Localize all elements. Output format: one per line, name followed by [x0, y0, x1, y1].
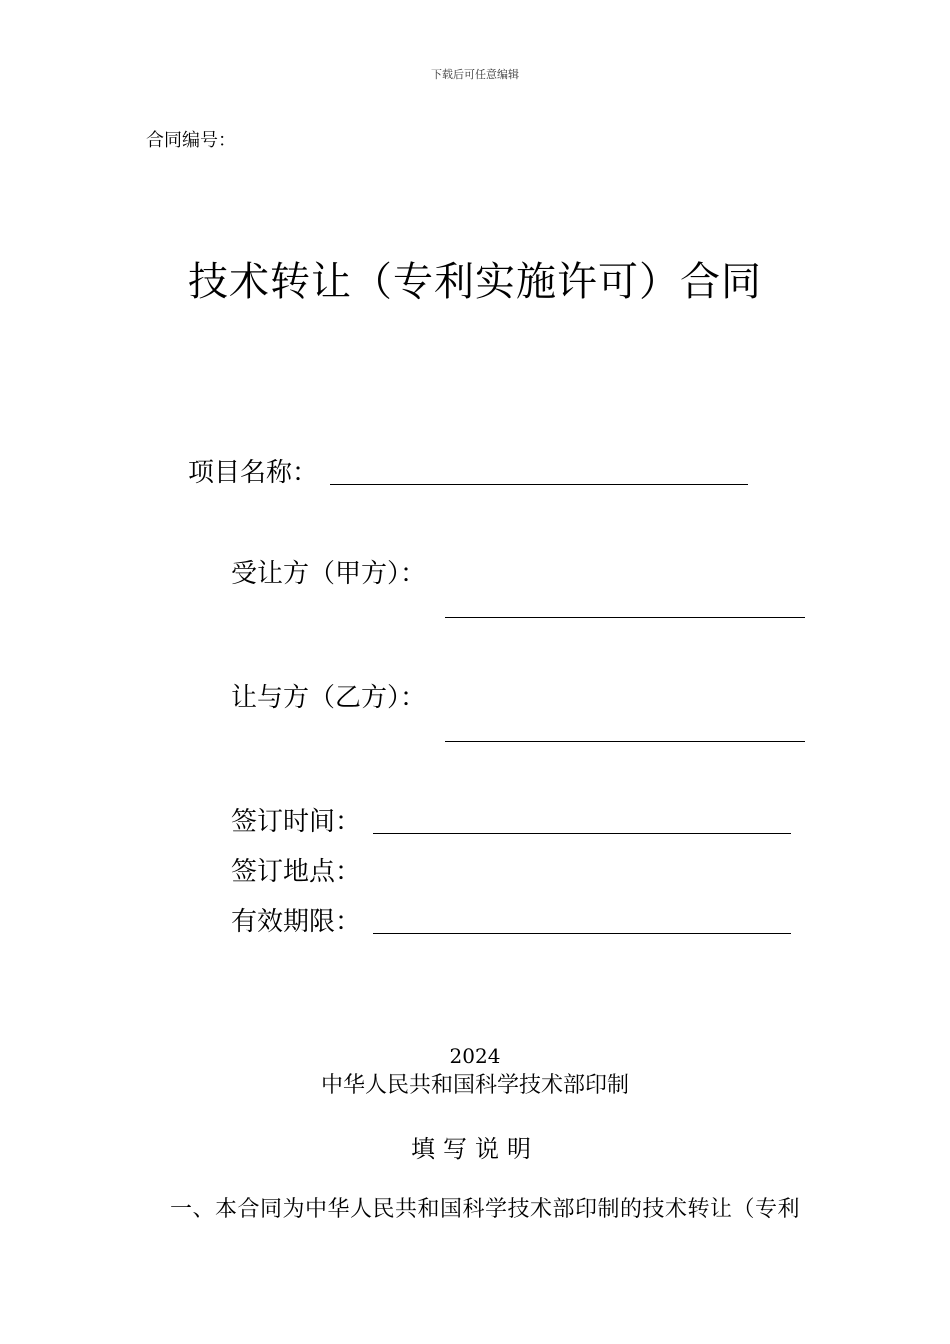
project-name-label: 项目名称：	[188, 458, 319, 488]
instructions-paragraph: 一、本合同为中华人民共和国科学技术部印制的技术转让（专利	[170, 1197, 801, 1222]
project-name-line[interactable]	[330, 484, 748, 485]
signing-place-label: 签订地点：	[231, 857, 362, 887]
transferor-line[interactable]	[445, 741, 805, 742]
transferee-label: 受让方（甲方）：	[231, 559, 427, 589]
transferor-label: 让与方（乙方）：	[231, 683, 427, 713]
header-note: 下载后可任意编辑	[431, 68, 519, 81]
instructions-title: 填写说明	[411, 1135, 539, 1163]
publisher: 中华人民共和国科学技术部印制	[320, 1073, 629, 1098]
validity-period-line[interactable]	[373, 933, 791, 934]
signing-time-label: 签订时间：	[231, 807, 362, 837]
year: 2024	[449, 1044, 501, 1068]
signing-time-line[interactable]	[373, 833, 791, 834]
transferee-line[interactable]	[445, 617, 805, 618]
document-title: 技术转让（专利实施许可）合同	[188, 259, 762, 305]
contract-number-label: 合同编号：	[146, 130, 236, 151]
validity-period-label: 有效期限：	[231, 907, 362, 937]
